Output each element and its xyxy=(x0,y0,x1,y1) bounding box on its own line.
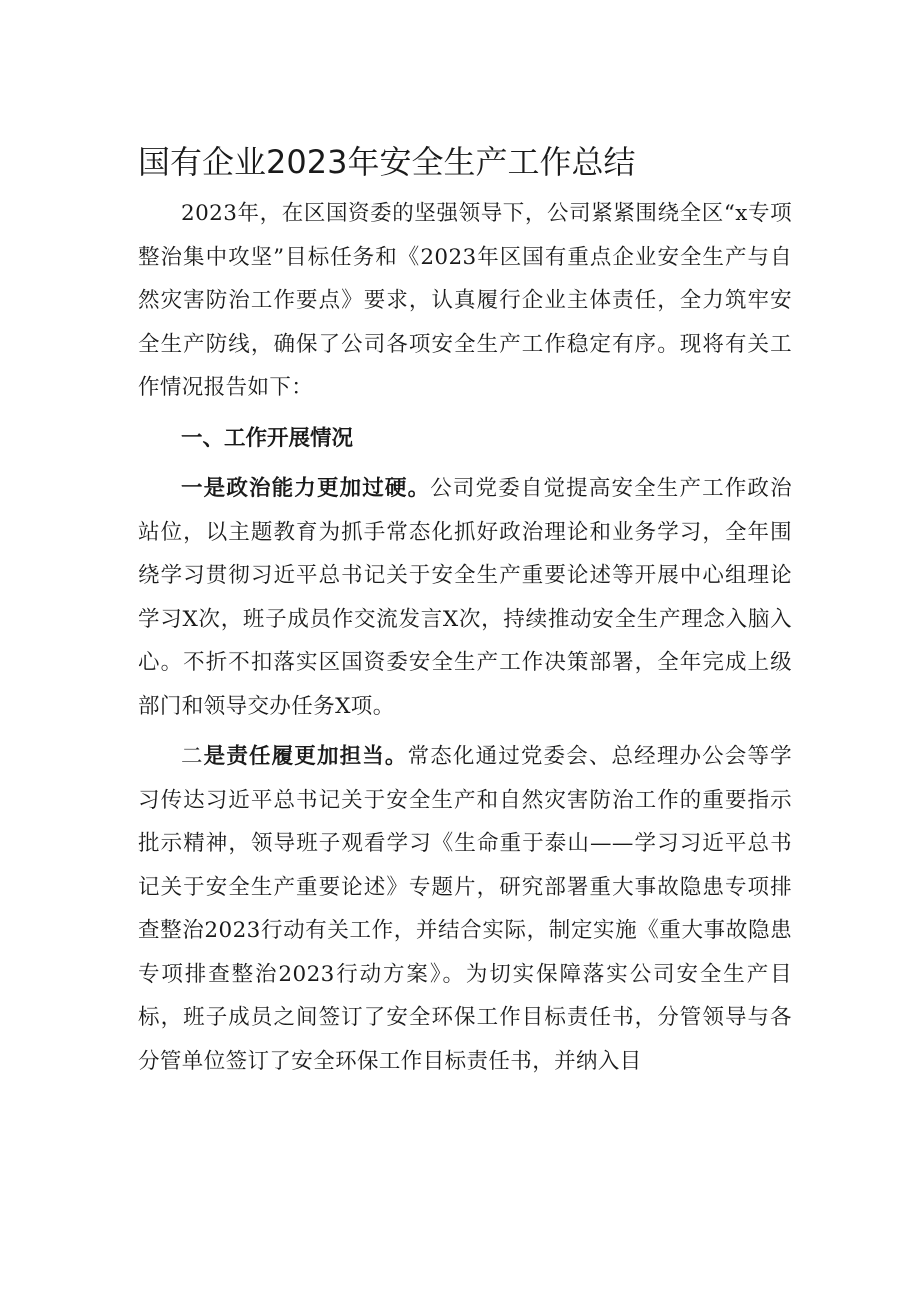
paragraph-responsibility xyxy=(138,735,792,1083)
document-page xyxy=(138,138,792,1090)
paragraph-body-political-ability: 公司党委自觉提高安全生产工作政治站位，以主题教育为抓手常态化抓好政治理论和业务学习，全年围绕学习贯彻习近平总书记关于安全生产重要论述等开展中心组理论学习X次，班子成员作交流发言X次，持续推动安全生产理念入脑入心。不折不扣落实区国资委安全生产工作决策部署，全年完成上级部门和领导交办任务X项。 xyxy=(138,476,792,719)
document-title: 国有企业2023年安全生产工作总结 xyxy=(138,143,636,181)
intro-paragraph: 2023年，在区国资委的坚强领导下，公司紧紧围绕全区“x专项整治集中攻坚”目标任务和《2023年区国有重点企业安全生产与自然灾害防治工作要点》要求，认真履行企业主体责任，全力筑牢安全生产防线，确保了公司各项安全生产工作稳定有序。现将有关工作情况报告如下： xyxy=(138,201,792,400)
paragraph-political-ability xyxy=(138,467,792,728)
paragraph-lead-prefix-responsibility: 二 xyxy=(181,744,204,769)
section-heading-work-progress: 一、工作开展情况 xyxy=(181,425,354,451)
paragraph-lead-responsibility: 是责任履更加担当。 xyxy=(203,744,408,769)
paragraph-body-responsibility: 常态化通过党委会、总经理办公会等学习传达习近平总书记关于安全生产和自然灾害防治工作的重要指示批示精神，领导班子观看学习《生命重于泰山——学习习近平总书记关于安全生产重要论述》专题片，研究部署重大事故隐患专项排查整治2023行动有关工作，并结合实际，制定实施《重大事故隐患专项排查整治2023行动方案》。为切实保障落实公司安全生产目标，班子成员之间签订了安全环保工作目标责任书，分管领导与各分管单位签订了安全环保工作目标责任书，并纳入目 xyxy=(138,744,793,1074)
paragraph-lead-political-ability: 一是政治能力更加过硬。 xyxy=(181,476,431,501)
